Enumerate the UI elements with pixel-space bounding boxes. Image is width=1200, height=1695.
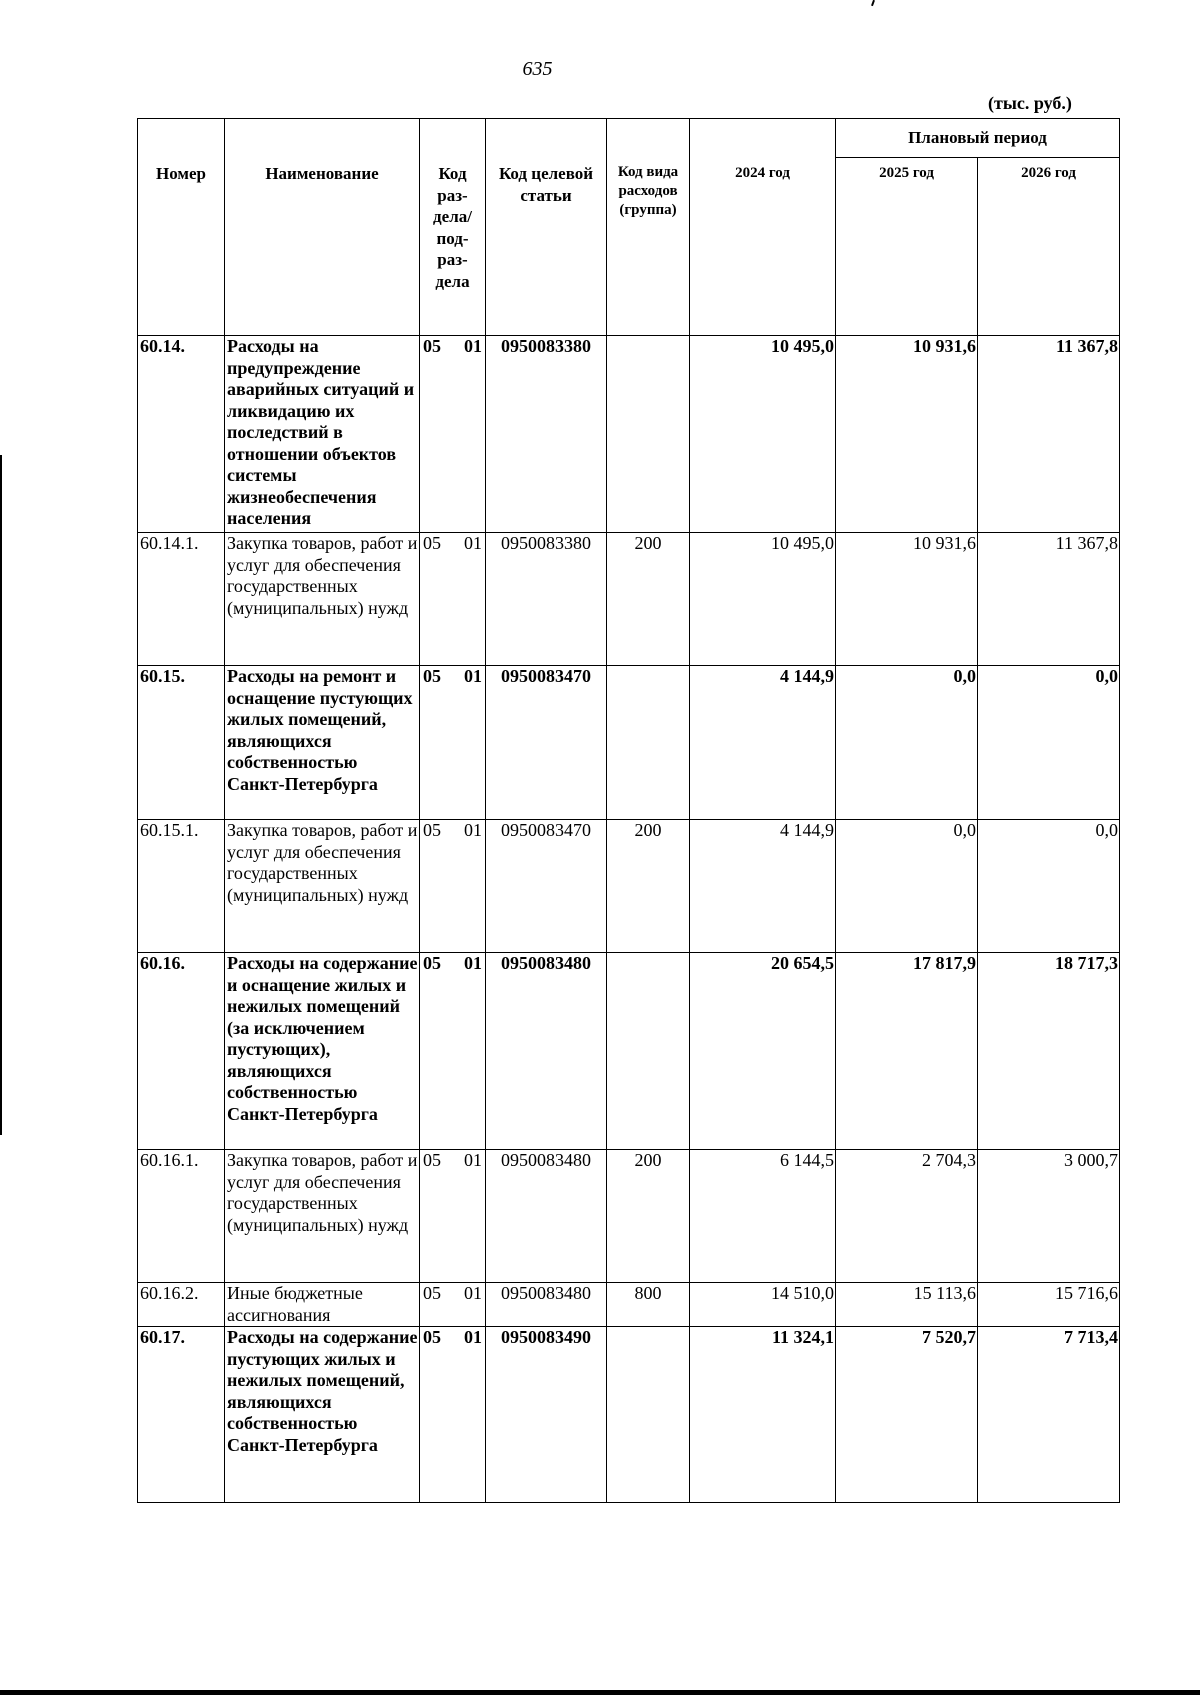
row-value-2025: 7 520,7 <box>836 1327 978 1503</box>
row-target-code: 0950083480 <box>486 1150 607 1283</box>
row-value-2026: 18 717,3 <box>978 953 1120 1150</box>
row-section: 05 <box>423 336 441 356</box>
row-value-2025: 17 817,9 <box>836 953 978 1150</box>
table-row <box>138 1327 1120 1503</box>
row-section-code <box>420 820 486 953</box>
row-subsection: 01 <box>464 533 482 553</box>
row-value-2026: 11 367,8 <box>978 533 1120 666</box>
row-target-code: 0950083380 <box>486 336 607 533</box>
row-value-2025: 0,0 <box>836 666 978 820</box>
row-kind-code: 200 <box>607 820 690 953</box>
row-number: 60.15.1. <box>138 820 225 953</box>
row-section-code <box>420 336 486 533</box>
row-section-code <box>420 1327 486 1503</box>
row-kind-code <box>607 953 690 1150</box>
row-section: 05 <box>423 666 441 686</box>
row-value-2024: 14 510,0 <box>690 1283 836 1327</box>
row-name: Расходы на предупреждение аварийных ситуаций и ликвидацию их последствий в отношении объектов системы жизнеобеспечения населения <box>225 336 420 533</box>
row-value-2025: 10 931,6 <box>836 533 978 666</box>
row-name: Расходы на содержание пустующих жилых и нежилых помещений, являющихся собственностью Санкт-Петербурга <box>225 1327 420 1503</box>
table-row <box>138 1283 1120 1327</box>
row-kind-code <box>607 666 690 820</box>
header-2024: 2024 год <box>690 119 836 336</box>
row-number: 60.16.2. <box>138 1283 225 1327</box>
row-kind-code: 200 <box>607 533 690 666</box>
row-subsection: 01 <box>464 1327 482 1347</box>
table-row <box>138 666 1120 820</box>
budget-table <box>137 118 1120 1503</box>
row-value-2024: 10 495,0 <box>690 533 836 666</box>
row-value-2025: 2 704,3 <box>836 1150 978 1283</box>
row-value-2024: 10 495,0 <box>690 336 836 533</box>
units-label: (тыс. руб.) <box>988 93 1072 113</box>
row-kind-code <box>607 1327 690 1503</box>
row-value-2024: 4 144,9 <box>690 820 836 953</box>
row-section: 05 <box>423 1327 441 1347</box>
row-value-2026: 7 713,4 <box>978 1327 1120 1503</box>
row-number: 60.16. <box>138 953 225 1150</box>
row-value-2024: 11 324,1 <box>690 1327 836 1503</box>
row-value-2025: 0,0 <box>836 820 978 953</box>
row-subsection: 01 <box>464 666 482 686</box>
table-body <box>138 336 1120 1503</box>
row-number: 60.14.1. <box>138 533 225 666</box>
header-number: Номер <box>138 119 225 336</box>
row-subsection: 01 <box>464 1283 482 1303</box>
table-row <box>138 336 1120 533</box>
scan-bottom-edge <box>0 1690 1200 1695</box>
header-target: Код целевой статьи <box>486 119 607 336</box>
row-value-2026: 0,0 <box>978 820 1120 953</box>
row-target-code: 0950083470 <box>486 820 607 953</box>
header-2026: 2026 год <box>978 158 1120 336</box>
row-section: 05 <box>423 953 441 973</box>
row-target-code: 0950083480 <box>486 953 607 1150</box>
table-row <box>138 820 1120 953</box>
row-value-2024: 6 144,5 <box>690 1150 836 1283</box>
row-number: 60.15. <box>138 666 225 820</box>
header-kind: Код вида расходов (группа) <box>607 119 690 336</box>
row-subsection: 01 <box>464 953 482 973</box>
row-target-code: 0950083470 <box>486 666 607 820</box>
row-subsection: 01 <box>464 336 482 356</box>
row-name: Расходы на ремонт и оснащение пустующих жилых помещений, являющихся собственностью Санкт-Петербурга <box>225 666 420 820</box>
row-value-2026: 0,0 <box>978 666 1120 820</box>
header-section: Код раз-дела/ под-раз-дела <box>420 119 486 336</box>
row-value-2024: 4 144,9 <box>690 666 836 820</box>
row-number: 60.14. <box>138 336 225 533</box>
row-section-code <box>420 533 486 666</box>
row-subsection: 01 <box>464 820 482 840</box>
row-section-code <box>420 666 486 820</box>
row-target-code: 0950083480 <box>486 1283 607 1327</box>
row-target-code: 0950083380 <box>486 533 607 666</box>
header-name: Наименование <box>225 119 420 336</box>
row-value-2025: 15 113,6 <box>836 1283 978 1327</box>
row-name: Иные бюджетные ассигнования <box>225 1283 420 1327</box>
row-section-code <box>420 1283 486 1327</box>
row-value-2026: 3 000,7 <box>978 1150 1120 1283</box>
row-kind-code: 800 <box>607 1283 690 1327</box>
row-name: Закупка товаров, работ и услуг для обеспечения государственных (муниципальных) нужд <box>225 820 420 953</box>
row-target-code: 0950083490 <box>486 1327 607 1503</box>
row-section-code <box>420 953 486 1150</box>
header-plan-period: Плановый период <box>836 119 1120 158</box>
row-section: 05 <box>423 820 441 840</box>
row-name: Закупка товаров, работ и услуг для обеспечения государственных (муниципальных) нужд <box>225 1150 420 1283</box>
row-value-2026: 11 367,8 <box>978 336 1120 533</box>
row-name: Закупка товаров, работ и услуг для обеспечения государственных (муниципальных) нужд <box>225 533 420 666</box>
scan-edge-mark <box>871 0 875 6</box>
row-kind-code <box>607 336 690 533</box>
header-2025: 2025 год <box>836 158 978 336</box>
row-section-code <box>420 1150 486 1283</box>
row-value-2026: 15 716,6 <box>978 1283 1120 1327</box>
row-subsection: 01 <box>464 1150 482 1170</box>
page-number: 635 <box>522 58 553 80</box>
table-row <box>138 953 1120 1150</box>
row-number: 60.16.1. <box>138 1150 225 1283</box>
row-section: 05 <box>423 1150 441 1170</box>
table-row <box>138 533 1120 666</box>
scan-left-edge <box>0 455 2 1135</box>
row-value-2025: 10 931,6 <box>836 336 978 533</box>
row-kind-code: 200 <box>607 1150 690 1283</box>
row-section: 05 <box>423 533 441 553</box>
row-number: 60.17. <box>138 1327 225 1503</box>
row-section: 05 <box>423 1283 441 1303</box>
row-name: Расходы на содержание и оснащение жилых и нежилых помещений (за исключением пустующих), являющихся собственностью Санкт-Петербурга <box>225 953 420 1150</box>
table-row <box>138 1150 1120 1283</box>
row-value-2024: 20 654,5 <box>690 953 836 1150</box>
